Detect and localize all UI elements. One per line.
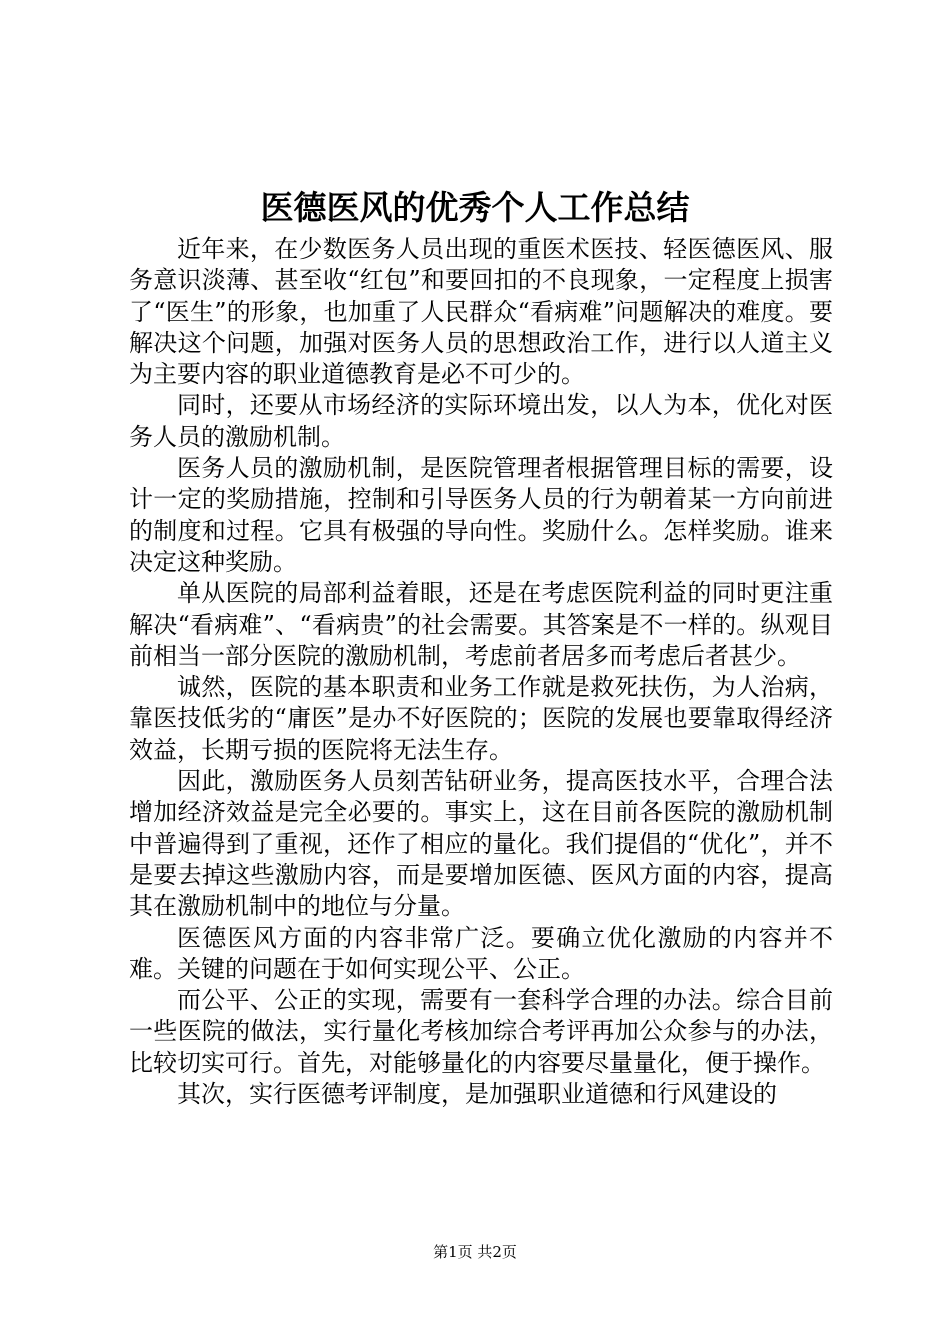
- paragraph-8: 而公平、公正的实现，需要有一套科学合理的办法。综合目前一些医院的做法，实行量化考核加综合考评再加公众参与的办法，比较切实可行。首先，对能够量化的内容要尽量量化，便于操作。: [129, 986, 833, 1077]
- paragraph-3: 医务人员的激励机制，是医院管理者根据管理目标的需要，设计一定的奖励措施，控制和引导医务人员的行为朝着某一方向前进的制度和过程。它具有极强的导向性。奖励什么。怎样奖励。谁来决定这种奖励。: [129, 454, 833, 576]
- paragraph-4: 单从医院的局部利益着眼，还是在考虑医院利益的同时更注重解决“看病难”、“看病贵”的社会需要。其答案是不一样的。纵观目前相当一部分医院的激励机制，考虑前者居多而考虑后者甚少。: [129, 579, 833, 670]
- paragraph-6: 因此，激励医务人员刻苦钻研业务，提高医技水平，合理合法增加经济效益是完全必要的。事实上，这在目前各医院的激励机制中普遍得到了重视，还作了相应的量化。我们提倡的“优化”，并不是要去掉这些激励内容，而是要增加医德、医风方面的内容，提高其在激励机制中的地位与分量。: [129, 767, 833, 921]
- document-title: 医德医风的优秀个人工作总结: [260, 188, 690, 227]
- paragraph-7: 医德医风方面的内容非常广泛。要确立优化激励的内容并不难。关键的问题在于如何实现公平、公正。: [129, 923, 833, 983]
- paragraph-9: 其次，实行医德考评制度，是加强职业道德和行风建设的: [177, 1080, 777, 1109]
- document-body: [129, 234, 833, 1110]
- paragraph-2: 同时，还要从市场经济的实际环境出发，以人为本，优化对医务人员的激励机制。: [129, 391, 833, 451]
- paragraph-1: 近年来，在少数医务人员出现的重医术医技、轻医德医风、服务意识淡薄、甚至收“红包”和要回扣的不良现象，一定程度上损害了“医生”的形象，也加重了人民群众“看病难”问题解决的难度。要解决这个问题，加强对医务人员的思想政治工作，进行以人道主义为主要内容的职业道德教育是必不可少的。: [129, 235, 833, 389]
- page-footer: 第1页 共2页: [433, 1243, 517, 1261]
- paragraph-5: 诚然，医院的基本职责和业务工作就是救死扶伤，为人治病，靠医技低劣的“庸医”是办不好医院的；医院的发展也要靠取得经济效益，长期亏损的医院将无法生存。: [129, 673, 833, 764]
